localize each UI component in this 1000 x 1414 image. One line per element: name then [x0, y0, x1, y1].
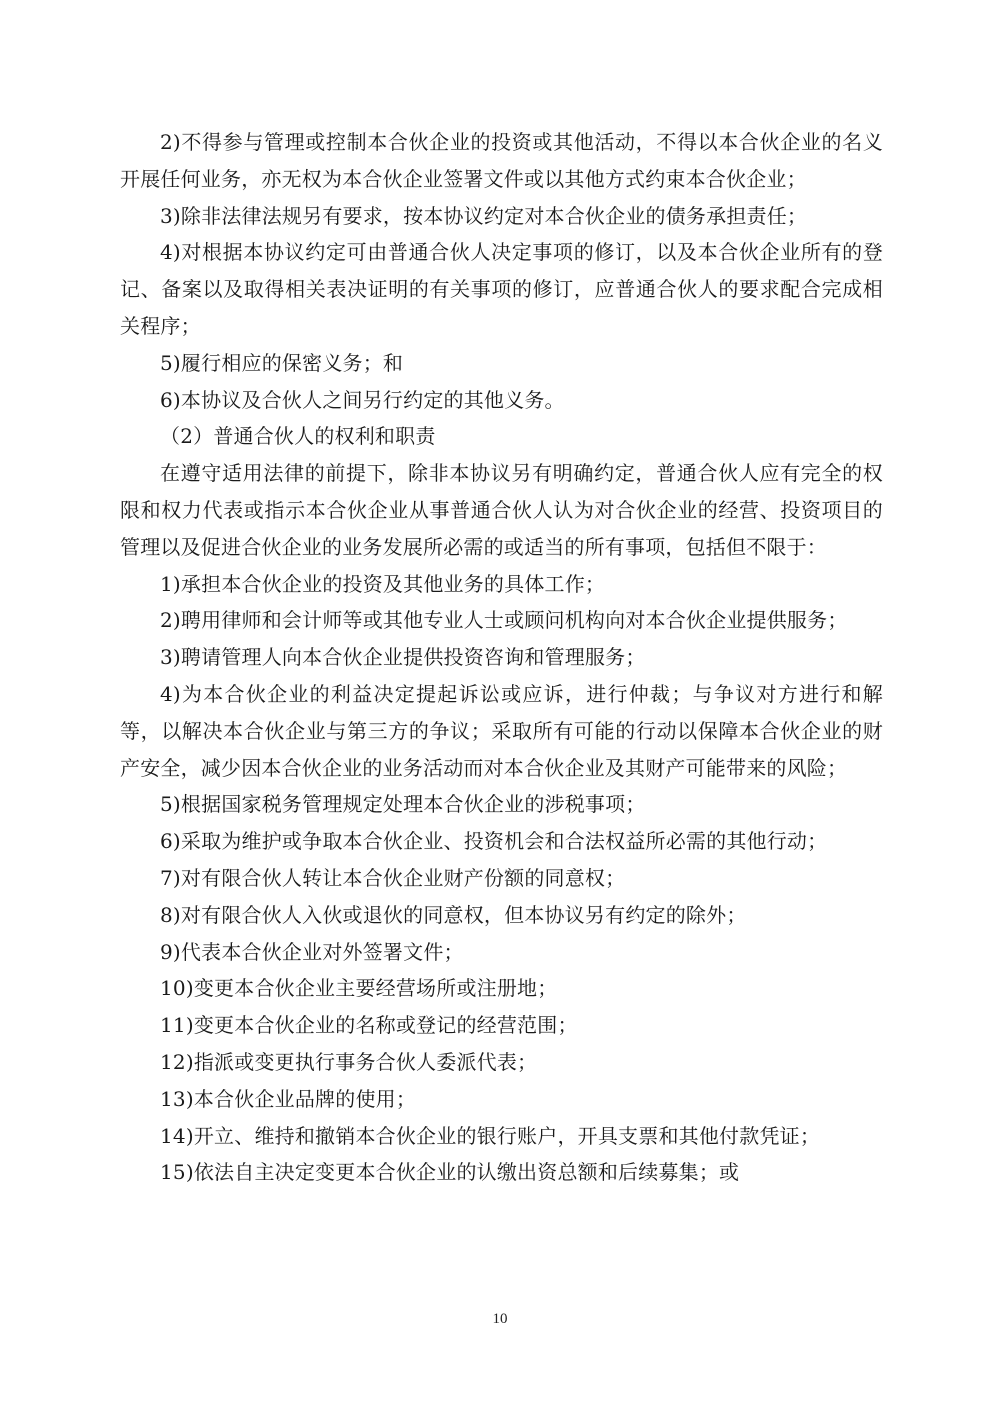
- paragraph: 6)本协议及合伙人之间另行约定的其他义务。: [160, 387, 565, 412]
- list-item: 5)根据国家税务管理规定处理本合伙企业的涉税事项；: [160, 792, 646, 817]
- list-item: 12)指派或变更执行事务合伙人委派代表；: [160, 1049, 538, 1074]
- body-text: [120, 124, 883, 1191]
- list-item: 6)采取为维护或争取本合伙企业、投资机会和合法权益所必需的其他行动；: [160, 829, 828, 854]
- page-number: 10: [492, 1311, 508, 1327]
- list-item: 11)变更本合伙企业的名称或登记的经营范围；: [160, 1013, 578, 1038]
- list-item: 4)为本合伙企业的利益决定提起诉讼或应诉，进行仲裁；与争议对方进行和解等，以解决本合伙企业与第三方的争议；采取所有可能的行动以保障本合伙企业的财产安全，减少因本合伙企业的业务活动而对本合伙企业及其财产可能带来的风险；: [120, 681, 883, 780]
- paragraph: 2)不得参与管理或控制本合伙企业的投资或其他活动，不得以本合伙企业的名义开展任何业务，亦无权为本合伙企业签署文件或以其他方式约束本合伙企业；: [120, 130, 883, 191]
- list-item: 15)依法自主决定变更本合伙企业的认缴出资总额和后续募集；或: [160, 1160, 740, 1185]
- list-item: 13)本合伙企业品牌的使用；: [160, 1086, 417, 1111]
- list-item: 2)聘用律师和会计师等或其他专业人士或顾问机构向对本合伙企业提供服务；: [160, 608, 848, 633]
- section-heading: （2）普通合伙人的权利和职责: [160, 424, 436, 449]
- list-item: 1)承担本合伙企业的投资及其他业务的具体工作；: [160, 571, 606, 596]
- paragraph: 3)除非法律法规另有要求，按本协议约定对本合伙企业的债务承担责任；: [160, 203, 808, 228]
- paragraph: 5)履行相应的保密义务；和: [160, 350, 404, 375]
- paragraph: 4)对根据本协议约定可由普通合伙人决定事项的修订，以及本合伙企业所有的登记、备案以及取得相关表决证明的有关事项的修订，应普通合伙人的要求配合完成相关程序；: [120, 240, 883, 338]
- paragraph: 在遵守适用法律的前提下，除非本协议另有明确约定，普通合伙人应有完全的权限和权力代表或指示本合伙企业从事普通合伙人认为对合伙企业的经营、投资项目的管理以及促进合伙企业的业务发展所必需的或适当的所有事项，包括但不限于：: [120, 461, 883, 559]
- list-item: 8)对有限合伙人入伙或退伙的同意权，但本协议另有约定的除外；: [160, 902, 747, 927]
- list-item: 9)代表本合伙企业对外签署文件；: [160, 939, 464, 964]
- list-item: 7)对有限合伙人转让本合伙企业财产份额的同意权；: [160, 865, 626, 890]
- list-item: 10)变更本合伙企业主要经营场所或注册地；: [160, 976, 558, 1001]
- list-item: 14)开立、维持和撤销本合伙企业的银行账户，开具支票和其他付款凭证；: [160, 1123, 821, 1148]
- list-item: 3)聘请管理人向本合伙企业提供投资咨询和管理服务；: [160, 645, 646, 670]
